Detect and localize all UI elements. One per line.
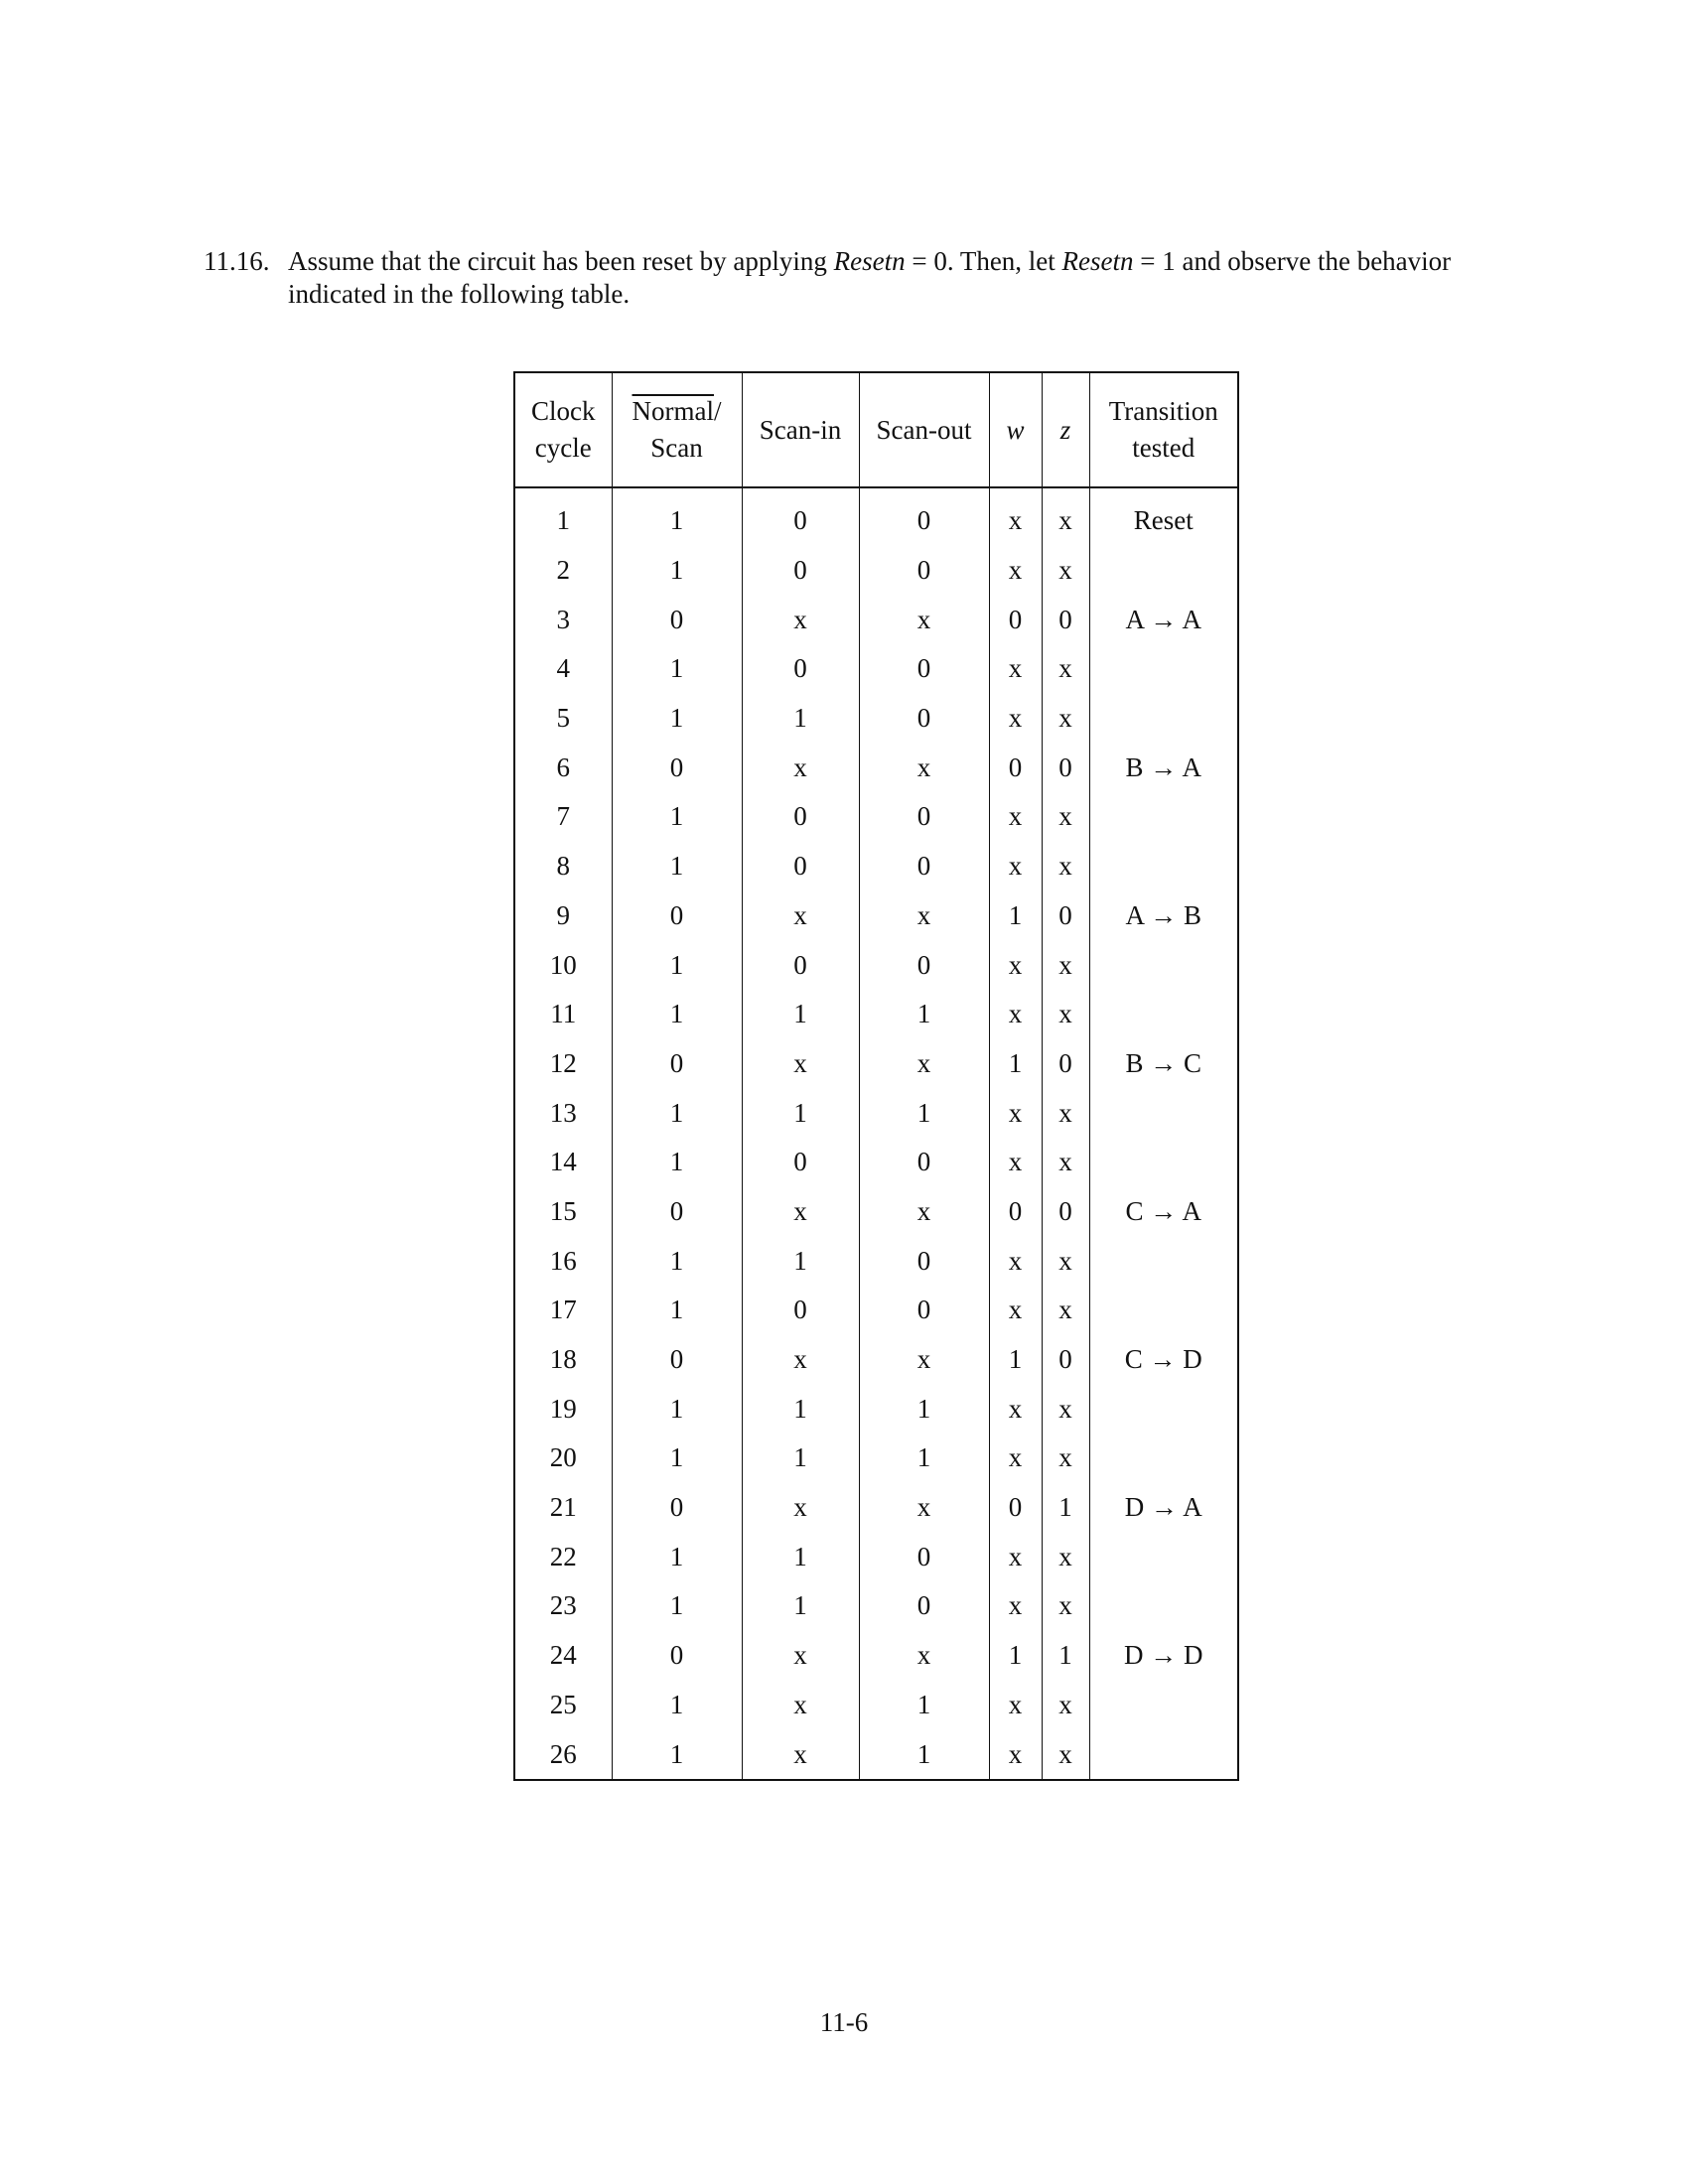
scan-in-cell: 0 [742,792,859,842]
table-row [514,487,1238,546]
z-cell: x [1042,792,1089,842]
table-row [514,1187,1238,1237]
scan-in-cell: x [742,1483,859,1533]
table-row [514,1138,1238,1187]
clock-cycle-cell: 2 [514,546,612,596]
transition-cell: A → B [1125,899,1202,930]
clock-cycle-cell: 22 [514,1532,612,1581]
normal-scan-cell: 0 [612,1483,742,1533]
clock-cycle-cell: 4 [514,644,612,694]
w-cell: x [989,694,1042,744]
w-cell: x [989,1433,1042,1483]
clock-cycle-cell: 17 [514,1286,612,1335]
scan-in-cell: 0 [742,1286,859,1335]
scan-out-cell: 0 [859,1532,989,1581]
normal-scan-cell: 1 [612,1236,742,1286]
clock-cycle-cell: 7 [514,792,612,842]
scan-out-cell: 0 [859,694,989,744]
header-scan-in: Scan-in [742,372,859,487]
table-row [514,1286,1238,1335]
normal-scan-cell: 0 [612,1187,742,1237]
normal-scan-cell: 0 [612,1631,742,1681]
transition-cell: A → A [1125,604,1202,634]
w-cell: x [989,940,1042,990]
scan-test-table [513,371,1239,1781]
z-cell: 0 [1042,743,1089,792]
z-cell: 1 [1042,1483,1089,1533]
transition-cell [1089,546,1238,596]
problem-statement [204,245,1494,311]
header-scan-out: Scan-out [859,372,989,487]
z-cell: x [1042,990,1089,1039]
transition-cell [1089,990,1238,1039]
table-body [514,487,1238,1780]
scan-out-cell: x [859,1631,989,1681]
z-cell: 0 [1042,1335,1089,1385]
scan-out-cell: 1 [859,990,989,1039]
table-row [514,1483,1238,1533]
clock-cycle-cell: 24 [514,1631,612,1681]
header-normal: Normal [632,396,714,426]
z-cell: x [1042,487,1089,546]
scan-in-cell: x [742,1039,859,1089]
problem-text-part-2: = 0. Then, let [905,246,1062,276]
scan-in-cell: 0 [742,644,859,694]
table-row [514,1039,1238,1089]
z-cell: x [1042,1681,1089,1730]
normal-scan-cell: 1 [612,1286,742,1335]
w-cell: x [989,644,1042,694]
scan-in-cell: 1 [742,1581,859,1631]
w-cell: x [989,1384,1042,1433]
w-cell: x [989,1088,1042,1138]
scan-out-cell: 0 [859,644,989,694]
clock-cycle-cell: 8 [514,842,612,891]
transition-cell: C → A [1125,1195,1202,1226]
scan-out-cell: x [859,1039,989,1089]
scan-out-cell: x [859,743,989,792]
z-cell: x [1042,1138,1089,1187]
transition-cell [1089,1532,1238,1581]
normal-scan-cell: 1 [612,546,742,596]
header-clock-cycle [514,372,612,487]
transition-cell [1089,1286,1238,1335]
clock-cycle-cell: 26 [514,1729,612,1780]
z-cell: x [1042,940,1089,990]
scan-in-cell: 1 [742,1433,859,1483]
clock-cycle-cell: 11 [514,990,612,1039]
scan-out-cell: x [859,891,989,941]
z-cell: x [1042,546,1089,596]
scan-out-cell: x [859,1483,989,1533]
w-cell: x [989,1581,1042,1631]
scan-out-cell: 0 [859,1581,989,1631]
header-normal-scan [612,372,742,487]
table-row [514,644,1238,694]
clock-cycle-cell: 12 [514,1039,612,1089]
w-cell: x [989,546,1042,596]
header-transition-line2: tested [1132,433,1196,463]
header-transition-tested [1089,372,1238,487]
clock-cycle-cell: 21 [514,1483,612,1533]
scan-in-cell: 1 [742,1088,859,1138]
z-cell: x [1042,842,1089,891]
normal-scan-cell: 0 [612,891,742,941]
w-cell: 0 [989,595,1042,644]
page-number: 11-6 [819,2007,869,2037]
scan-in-cell: 1 [742,694,859,744]
header-clock-line1: Clock [531,396,596,426]
scan-in-cell: x [742,1729,859,1780]
scan-in-cell: x [742,1335,859,1385]
w-cell: x [989,792,1042,842]
normal-scan-cell: 1 [612,1532,742,1581]
table-row [514,842,1238,891]
table-row [514,1681,1238,1730]
w-cell: 1 [989,1335,1042,1385]
transition-cell [1089,940,1238,990]
scan-in-cell: 0 [742,546,859,596]
normal-scan-cell: 1 [612,1681,742,1730]
transition-cell [1089,1581,1238,1631]
transition-cell [1089,1236,1238,1286]
table-row [514,1236,1238,1286]
clock-cycle-cell: 23 [514,1581,612,1631]
normal-scan-cell: 0 [612,595,742,644]
normal-scan-cell: 0 [612,1335,742,1385]
transition-cell [1089,792,1238,842]
z-cell: x [1042,1532,1089,1581]
z-cell: x [1042,1581,1089,1631]
scan-out-cell: 0 [859,1138,989,1187]
w-cell: 0 [989,1187,1042,1237]
z-cell: 0 [1042,1187,1089,1237]
header-clock-line2: cycle [534,433,592,463]
w-cell: x [989,1729,1042,1780]
normal-scan-cell: 0 [612,1039,742,1089]
clock-cycle-cell: 25 [514,1681,612,1730]
header-scan: Scan [650,433,703,463]
table-row [514,1335,1238,1385]
table-row [514,595,1238,644]
table-row [514,743,1238,792]
scan-in-cell: 0 [742,940,859,990]
clock-cycle-cell: 10 [514,940,612,990]
clock-cycle-cell: 13 [514,1088,612,1138]
table-row [514,1384,1238,1433]
normal-scan-cell: 1 [612,644,742,694]
normal-scan-cell: 1 [612,792,742,842]
scan-in-cell: x [742,1187,859,1237]
header-z: z [1042,372,1089,487]
resetn-variable: Resetn [833,246,906,276]
w-cell: x [989,842,1042,891]
w-cell: 1 [989,1631,1042,1681]
z-cell: x [1042,1433,1089,1483]
scan-in-cell: x [742,595,859,644]
scan-in-cell: x [742,743,859,792]
table-row [514,546,1238,596]
w-cell: x [989,990,1042,1039]
clock-cycle-cell: 5 [514,694,612,744]
clock-cycle-cell: 9 [514,891,612,941]
scan-in-cell: x [742,1631,859,1681]
z-cell: x [1042,1729,1089,1780]
problem-text [288,245,1494,311]
table-row [514,792,1238,842]
scan-out-cell: 0 [859,940,989,990]
z-cell: x [1042,1088,1089,1138]
w-cell: 1 [989,1039,1042,1089]
problem-number: 11.16. [204,246,270,276]
table-header-row [514,372,1238,487]
table-row [514,1581,1238,1631]
scan-in-cell: 0 [742,1138,859,1187]
scan-out-cell: 1 [859,1384,989,1433]
scan-out-cell: 0 [859,1286,989,1335]
transition-cell [1089,1729,1238,1780]
normal-scan-cell: 1 [612,1581,742,1631]
clock-cycle-cell: 18 [514,1335,612,1385]
transition-cell [1089,1433,1238,1483]
clock-cycle-cell: 19 [514,1384,612,1433]
table-row [514,694,1238,744]
table-row [514,1631,1238,1681]
transition-cell [1089,1088,1238,1138]
normal-scan-cell: 1 [612,487,742,546]
table-row [514,1433,1238,1483]
scan-out-cell: x [859,1335,989,1385]
z-cell: x [1042,1384,1089,1433]
w-cell: x [989,1286,1042,1335]
scan-out-cell: 1 [859,1088,989,1138]
z-cell: x [1042,644,1089,694]
w-cell: x [989,1532,1042,1581]
scan-out-cell: 0 [859,546,989,596]
scan-in-cell: 0 [742,842,859,891]
normal-scan-cell: 1 [612,1088,742,1138]
z-cell: 0 [1042,595,1089,644]
normal-scan-cell: 1 [612,1384,742,1433]
z-cell: 1 [1042,1631,1089,1681]
transition-cell: C → D [1124,1344,1202,1375]
normal-scan-cell: 1 [612,1138,742,1187]
normal-scan-cell: 1 [612,1729,742,1780]
transition-cell: B → C [1125,1047,1202,1078]
scan-out-cell: 0 [859,487,989,546]
clock-cycle-cell: 3 [514,595,612,644]
scan-in-cell: 1 [742,990,859,1039]
normal-scan-cell: 1 [612,990,742,1039]
z-cell: x [1042,1236,1089,1286]
resetn-variable: Resetn [1061,246,1134,276]
scan-out-cell: x [859,1187,989,1237]
w-cell: x [989,1236,1042,1286]
w-cell: 0 [989,743,1042,792]
normal-scan-cell: 1 [612,1433,742,1483]
scan-out-cell: 1 [859,1681,989,1730]
header-slash: / [713,396,722,426]
table-row [514,1088,1238,1138]
header-w: w [989,372,1042,487]
clock-cycle-cell: 6 [514,743,612,792]
transition-cell [1089,1138,1238,1187]
table-row [514,990,1238,1039]
scan-in-cell: 1 [742,1532,859,1581]
scan-out-cell: 1 [859,1433,989,1483]
scan-out-cell: 1 [859,1729,989,1780]
transition-cell [1089,694,1238,744]
scan-out-cell: 0 [859,792,989,842]
w-cell: x [989,487,1042,546]
scan-out-cell: 0 [859,1236,989,1286]
scan-in-cell: x [742,891,859,941]
clock-cycle-cell: 20 [514,1433,612,1483]
z-cell: x [1042,694,1089,744]
clock-cycle-cell: 16 [514,1236,612,1286]
table-row [514,1532,1238,1581]
z-cell: 0 [1042,891,1089,941]
transition-cell: Reset [1133,505,1194,536]
scan-in-cell: 0 [742,487,859,546]
w-cell: 1 [989,891,1042,941]
scan-in-cell: 1 [742,1236,859,1286]
transition-cell: D → D [1124,1640,1203,1671]
clock-cycle-cell: 15 [514,1187,612,1237]
table-row [514,891,1238,941]
normal-scan-cell: 1 [612,940,742,990]
table-row [514,940,1238,990]
normal-scan-cell: 0 [612,743,742,792]
transition-cell [1089,644,1238,694]
clock-cycle-cell: 1 [514,487,612,546]
problem-text-part-3: = 1 and observe the behavior indicated in the following table. [288,246,1452,309]
table-row [514,1729,1238,1780]
transition-cell [1089,842,1238,891]
scan-in-cell: x [742,1681,859,1730]
problem-text-part-1: Assume that the circuit has been reset by applying [288,246,834,276]
scan-out-cell: x [859,595,989,644]
transition-cell [1089,1681,1238,1730]
z-cell: 0 [1042,1039,1089,1089]
w-cell: 0 [989,1483,1042,1533]
transition-cell: B → A [1125,751,1202,782]
transition-cell [1089,1384,1238,1433]
clock-cycle-cell: 14 [514,1138,612,1187]
scan-out-cell: 0 [859,842,989,891]
scan-in-cell: 1 [742,1384,859,1433]
transition-cell: D → A [1124,1492,1202,1523]
w-cell: x [989,1138,1042,1187]
z-cell: x [1042,1286,1089,1335]
normal-scan-cell: 1 [612,694,742,744]
normal-scan-cell: 1 [612,842,742,891]
w-cell: x [989,1681,1042,1730]
header-transition-line1: Transition [1108,396,1218,426]
